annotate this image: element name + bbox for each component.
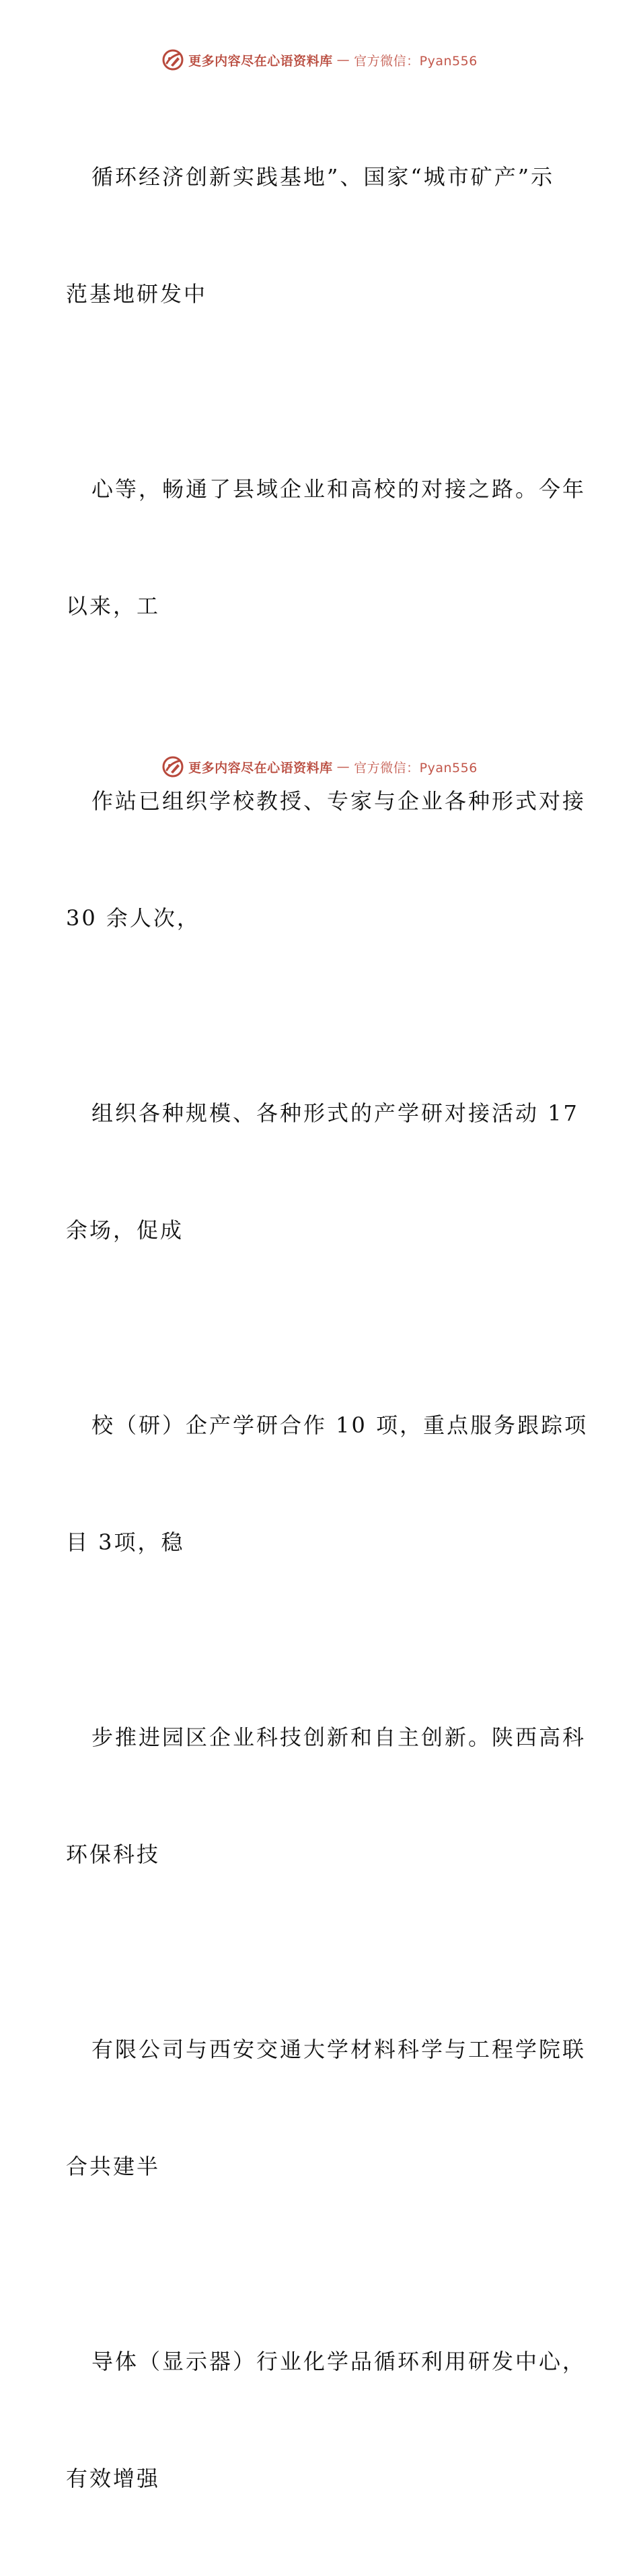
paragraph <box>66 2264 587 2576</box>
paragraph <box>66 1016 577 1328</box>
text-line: 心等，畅通了县域企业和高校的对接之路。今年 <box>91 476 587 502</box>
paragraph <box>66 1328 589 1640</box>
text-line: 合共建半 <box>66 2154 161 2179</box>
watermark-main-text: 更多内容尽在心语资料库 <box>188 53 333 69</box>
text-line: 组织各种规模、各种形式的产学研对接活动 17 <box>91 1100 579 1126</box>
paragraph <box>66 1640 587 1952</box>
document-body <box>66 79 589 2576</box>
text-line: 以来，工 <box>66 593 161 619</box>
text-line: 有效增强 <box>66 2466 161 2491</box>
text-line: 步推进园区企业科技创新和自主创新。陕西高科 <box>91 1725 587 1750</box>
text-line: 校（研）企产学研合作 10 项，重点服务跟踪项 <box>91 1412 589 1438</box>
pen-logo-icon <box>161 755 184 778</box>
paragraph <box>66 1952 587 2264</box>
watermark-dash: — <box>336 759 350 774</box>
text-line: 导体（显示器）行业化学品循环利用研发中心， <box>91 2349 587 2374</box>
watermark-banner-top <box>0 48 639 71</box>
text-line: 循环经济创新实践基地”、国家“城市矿产”示 <box>91 164 555 190</box>
paragraph <box>66 391 587 704</box>
text-line: 目 3项，稳 <box>66 1529 185 1555</box>
watermark-dash: — <box>336 52 350 67</box>
watermark-main-text: 更多内容尽在心语资料库 <box>188 760 333 775</box>
text-line: 环保科技 <box>66 1842 161 1867</box>
text-line: 30 余人次， <box>66 905 200 931</box>
paragraph <box>66 79 577 391</box>
watermark-wechat-text: 官方微信：Pyan556 <box>354 760 478 775</box>
text-line: 有限公司与西安交通大学材料科学与工程学院联 <box>91 2037 587 2062</box>
watermark-wechat-text: 官方微信：Pyan556 <box>354 53 478 69</box>
text-line: 余场，促成 <box>66 1217 184 1243</box>
pen-logo-icon <box>161 48 184 71</box>
text-line: 作站已组织学校教授、专家与企业各种形式对接 <box>91 788 587 814</box>
paragraph <box>66 704 587 1016</box>
text-line: 范基地研发中 <box>66 281 208 307</box>
watermark-banner-bottom <box>0 755 639 778</box>
